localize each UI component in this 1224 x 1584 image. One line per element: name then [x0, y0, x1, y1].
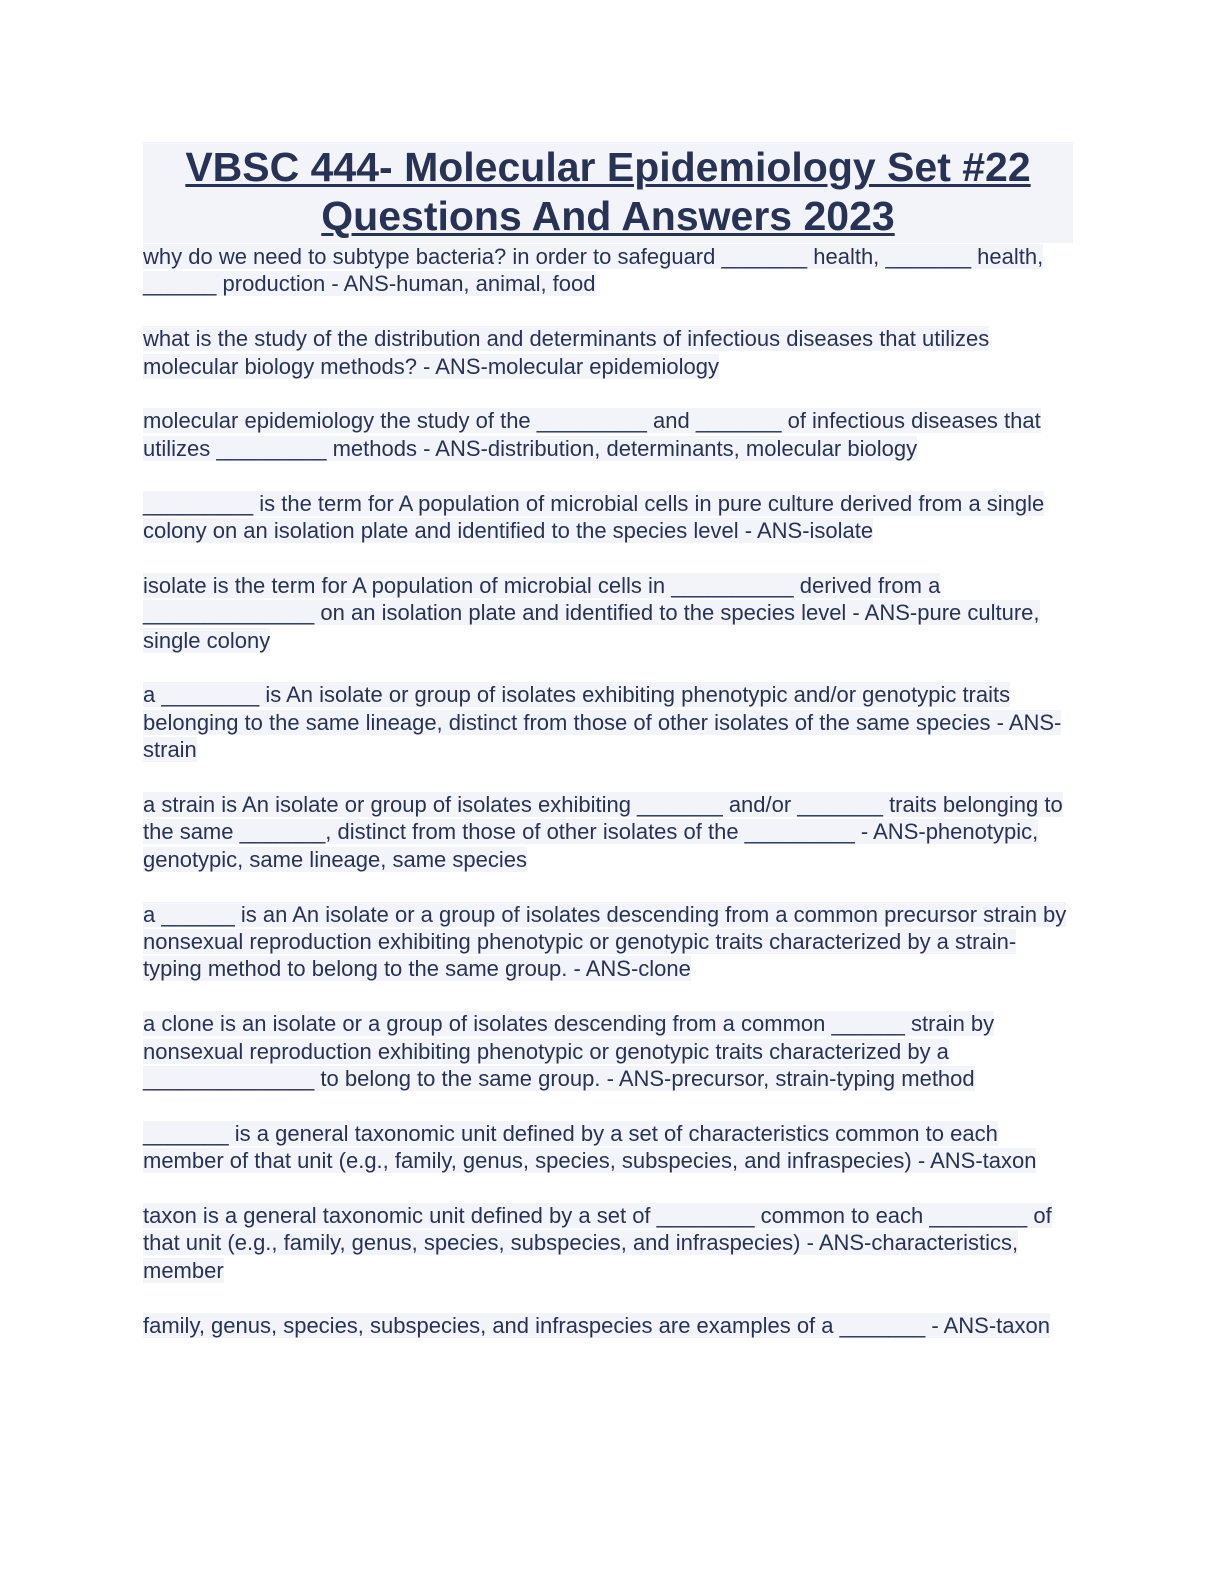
qa-item: isolate is the term for A population of microbial cells in __________ derived from a ______________ on an isolation plate and identified to the species level - ANS-pure culture, single colony	[143, 572, 1040, 653]
qa-item: why do we need to subtype bacteria? in order to safeguard _______ health, _______ health, ______ production - ANS-human, animal, food	[143, 244, 1044, 297]
qa-item: a clone is an isolate or a group of isolates descending from a common ______ strain by nonsexual reproduction exhibiting phenotypic or genotypic traits characterized by a ______________ to belong to the same group. - ANS-precursor, strain-typing method	[143, 1011, 995, 1092]
qa-item: molecular epidemiology the study of the _________ and _______ of infectious diseases that utilizes _________ methods - ANS-distribution, determinants, molecular biology	[143, 408, 1041, 461]
document-page	[143, 142, 1073, 1366]
qa-item: what is the study of the distribution and determinants of infectious diseases that utilizes molecular biology methods? - ANS-molecular epidemiology	[143, 326, 990, 379]
qa-item: a strain is An isolate or group of isolates exhibiting _______ and/or _______ traits belonging to the same _______, distinct from those of other isolates of the _________ - ANS-phenotypic, genotypic, same lineage, same species	[143, 792, 1063, 872]
qa-list	[143, 243, 1073, 1339]
title-line-1: VBSC 444- Molecular Epidemiology Set #22	[185, 144, 1031, 190]
document-title	[143, 142, 1073, 243]
qa-item: _________ is the term for A population of microbial cells in pure culture derived from a single colony on an isolation plate and identified to the species level - ANS-isolate	[143, 490, 1045, 544]
qa-item: taxon is a general taxonomic unit defined by a set of ________ common to each ________ of that unit (e.g., family, genus, species, subspecies, and infraspecies) - ANS-characteristics, member	[143, 1203, 1052, 1283]
title-line-2: Questions And Answers 2023	[321, 193, 895, 239]
qa-item: _______ is a general taxonomic unit defined by a set of characteristics common to each member of that unit (e.g., family, genus, species, subspecies, and infraspecies) - ANS-taxon	[143, 1120, 1037, 1174]
qa-item: family, genus, species, subspecies, and infraspecies are examples of a _______ - ANS-taxon	[143, 1312, 1050, 1338]
qa-item: a ______ is an An isolate or a group of isolates descending from a common precursor strain by nonsexual reproduction exhibiting phenotypic or genotypic traits characterized by a strain-typing method to belong to the same group. - ANS-clone	[143, 901, 1067, 982]
qa-item: a ________ is An isolate or group of isolates exhibiting phenotypic and/or genotypic traits belonging to the same lineage, distinct from those of other isolates of the same species - ANS-strain	[143, 682, 1062, 763]
